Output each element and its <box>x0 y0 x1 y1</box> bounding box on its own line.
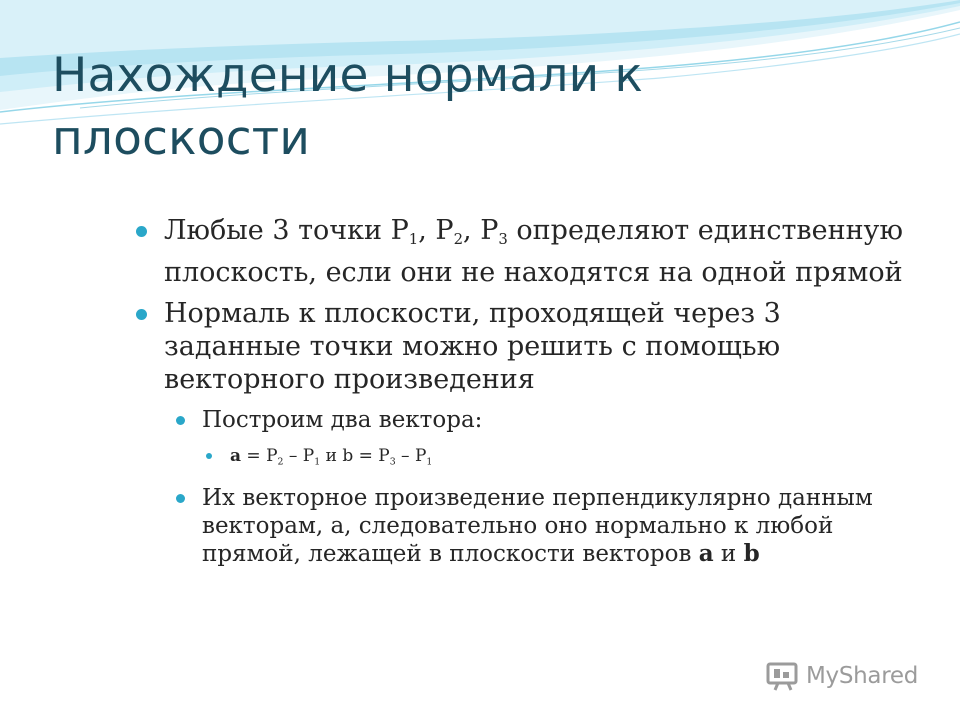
subscript: 2 <box>277 456 284 468</box>
presentation-board-icon <box>766 661 800 691</box>
formula-part: = P <box>241 446 278 467</box>
sub-bullet-item-cross-product <box>134 484 924 568</box>
bullet-icon <box>206 453 212 459</box>
formula-part: = P <box>353 446 390 467</box>
bullet-icon <box>136 309 147 320</box>
bullet-text-part: , P <box>418 215 454 246</box>
bullet-text-part: Любые 3 точки P <box>164 215 409 246</box>
bullet-text: Нормаль к плоскости, проходящей через 3 заданные точки можно решить с помощью векторного произведения <box>164 298 781 396</box>
slide-title: Нахождение нормали к плоскости <box>52 48 644 166</box>
bullet-list <box>134 214 924 568</box>
watermark <box>766 656 918 696</box>
bullet-text-part: определяют единственную плоскость, если они не находятся на одной прямой <box>164 215 903 289</box>
bullet-text-part: , P <box>463 215 499 246</box>
bullet-text: Построим два вектора: <box>202 407 483 434</box>
sub-bullet-item-vectors <box>134 406 924 434</box>
subscript: 1 <box>408 230 419 249</box>
subscript: 3 <box>498 230 508 249</box>
bullet-item-points <box>134 214 924 289</box>
bullet-icon <box>176 494 185 503</box>
bullet-text-part: и <box>713 541 744 568</box>
formula-part: и <box>320 446 343 467</box>
bullet-icon <box>176 416 185 425</box>
vector-a: a <box>698 540 714 568</box>
vector-b: b <box>342 446 354 467</box>
subscript: 3 <box>389 456 396 468</box>
subscript: 1 <box>426 456 433 468</box>
watermark-text: MyShared <box>806 663 919 689</box>
bullet-item-normal <box>134 297 924 396</box>
sub-sub-bullet-item-formula <box>134 444 924 474</box>
vector-a: a <box>230 446 242 467</box>
subscript: 2 <box>453 230 464 249</box>
bullet-text: Их векторное произведение перпендикулярно данным векторам, а, следовательно оно нормально к любой прямой, лежащей в плоскости векторов <box>202 485 873 568</box>
formula-part: – P <box>283 446 315 467</box>
bullet-icon <box>136 226 147 237</box>
formula-part: – P <box>395 446 427 467</box>
subscript: 1 <box>314 456 321 468</box>
vector-b: b <box>743 540 760 568</box>
